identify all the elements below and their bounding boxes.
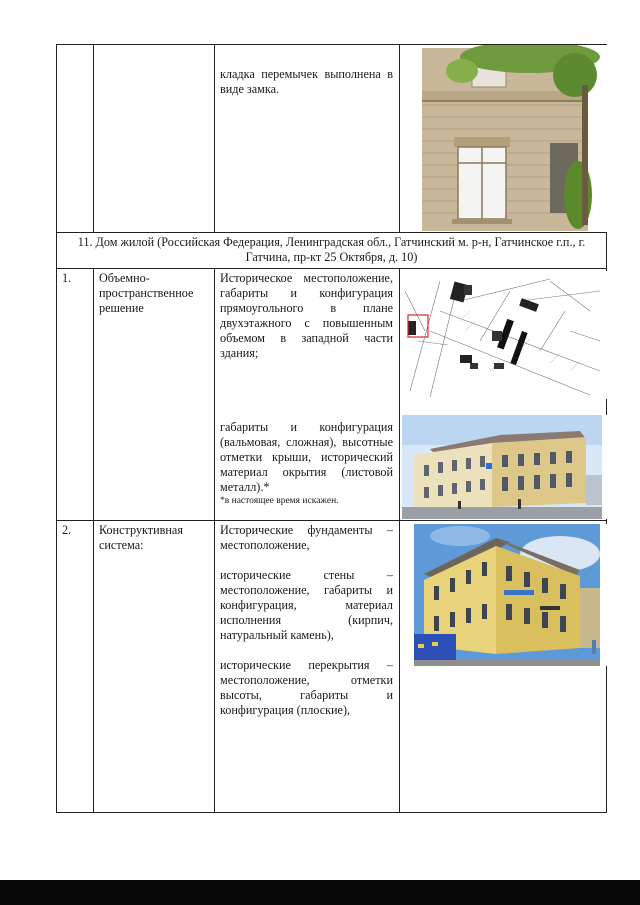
foundations-text: Исторические фундаменты – местоположение, (220, 523, 393, 552)
yellow-building-photo-1 (400, 415, 607, 519)
stone-facade-window-photo (400, 45, 607, 232)
document-table (56, 44, 607, 813)
cell-photo (400, 45, 607, 233)
row-label: Конструктивная система: (94, 521, 215, 813)
cell-images (400, 269, 607, 521)
cell-photo (400, 521, 607, 813)
cell-description (215, 45, 400, 233)
row-number: 2. (57, 521, 94, 813)
section-heading-row (57, 233, 607, 269)
row-number: 1. (57, 269, 94, 521)
site-plan-map (400, 271, 607, 399)
table-row (57, 521, 607, 813)
floors-text: исторические перекрытия – местоположение, отметки высоты, габариты и конфигурация (плоские), (220, 658, 393, 717)
continuation-row (57, 45, 607, 233)
cell-empty-num (57, 45, 94, 233)
yellow-building-photo-2 (400, 524, 607, 666)
table-row (57, 269, 607, 521)
row-description (215, 521, 400, 813)
roof-text: габариты и конфигурация (вальмовая, сложная), высотные отметки крыши, исторический материал окрытия (листовой металл).* (220, 420, 393, 494)
footnote: *в настоящее время искажен. (220, 496, 339, 506)
cell-empty-label (94, 45, 215, 233)
row-description (215, 269, 400, 521)
walls-text: исторические стены – местоположение, габариты и конфигурация, материал исполнения (кирпич, натуральный камень), (220, 568, 393, 642)
volume-text: Историческое местоположение, габариты и конфигурация прямоугольного в плане двухэтажного с повышенным объемом в западной части здания; (220, 271, 393, 360)
row-label: Объемно-пространственное решение (94, 269, 215, 521)
scan-bottom-edge (0, 880, 640, 905)
section-title: 11. Дом жилой (Российская Федерация, Ленинградская обл., Гатчинский м. р-н, Гатчинское г.п., г. Гатчина, пр-кт 25 Октября, д. 10) (57, 233, 607, 269)
lintel-masonry-text: кладка перемычек выполнена в виде замка. (220, 67, 393, 96)
